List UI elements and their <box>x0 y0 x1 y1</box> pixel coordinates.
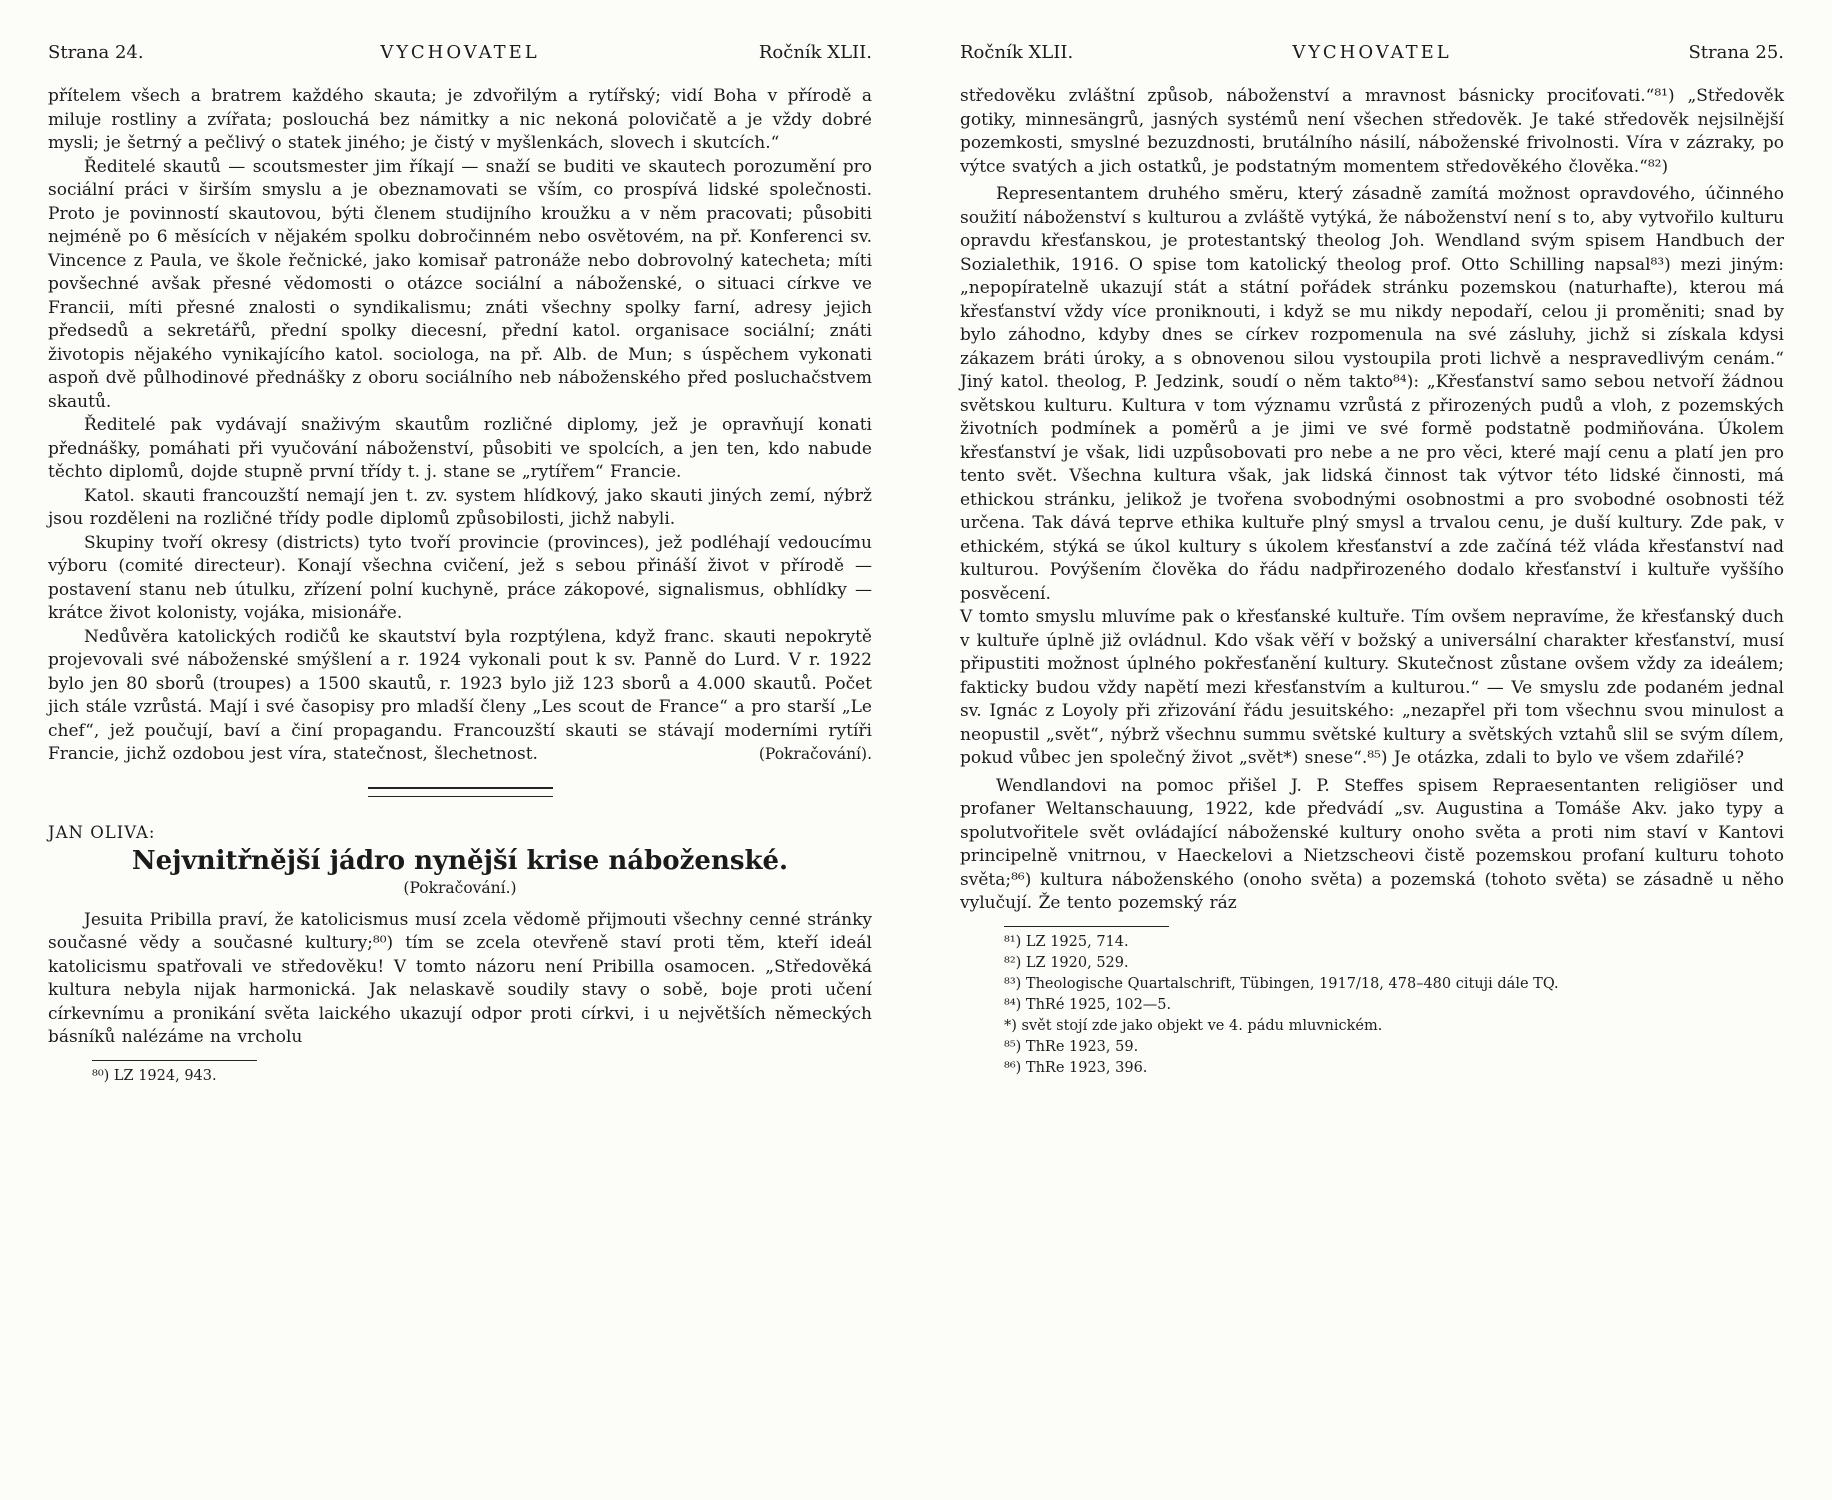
footnote-rule <box>1004 926 1169 927</box>
divider-rule-bottom <box>368 796 553 797</box>
paragraph: středověku zvláštní způsob, náboženství a mravnost básnicky prociťovati.“⁸¹) „Středověk gotiky, minnesängrů, jasných systémů není všechen středověk. Je také středověk nejsilnější pozemkosti, smyslné bezuzdnosti, brutálního násilí, náboženské frivolnosti. Víra v zázraky, po výtce svatých a jich ostatků, je podstatným momentem středověkého člověka.“⁸²) <box>960 86 1784 177</box>
footnote-list <box>1004 932 1784 1078</box>
volume-label-right: Ročník XLII. <box>960 42 1074 63</box>
volume-label-left: Ročník XLII. <box>758 42 873 63</box>
paragraph: V tomto smyslu mluvíme pak o křesťanské kultuře. Tím ovšem nepravíme, že křesťanský duch v kultuře úplně již ovládnul. Kdo však věří v božský a universální charakter křesťanství, musí připustiti možnost úplného pokřesťanění kultury. Skutečnost zůstane ovšem vždy za ideálem; fakticky budou vždy napětí mezi křesťanstvím a kulturou.“ — Ve smyslu zde podaném jednal sv. Ignác z Loyoly při zřizování řádu jesuitského: „nezapřel při tom všechnu svou minulost a neopustil „svět“, nýbrž všechnu summu světské kultury a světských vztahů slil se svým dílem, pokud vůbec jen společný život „svět*) snese“.⁸⁵) Je otázka, zdali to bylo ve všem zdařilé? <box>960 607 1784 768</box>
footnote-block-left <box>48 1060 872 1086</box>
footnote: ⁸⁰) LZ 1924, 943. <box>92 1067 217 1084</box>
paragraph: Ředitelé skautů — scoutsmester jim říkají — snaží se buditi ve skautech porozumění pro sociální práci v širším smyslu a je obeznamovati se vším, co prospívá lidské společnosti. Proto je povinností skautovou, býti členem studijního kroužku a v něm pracovati; působiti nejméně po 6 měsících v nějakém spolku dobročinném nebo osvětovém, na př. Konferenci sv. Vincence z Paula, ve škole řečnické, jako komisař patronáže nebo dobrovolný katecheta; míti povšechné avšak přesné vědomosti o otázce sociální a náboženské, o situaci církve ve Francii, míti přesné znalosti o syndikalismu; znáti všechny spolky farní, adresy jejich předsedů a sekretářů, přední spolky diecesní, přední katol. organisace sociální; znáti životopis nějakého vynikajícího katol. sociologa, na př. Alb. de Mun; s úspěchem vykonati aspoň dvě půlhodinové přednášky z oboru sociálního neb náboženského před posluchačstvem skautů. <box>48 156 872 412</box>
footnote: ⁸⁶) ThRe 1923, 396. <box>1004 1059 1148 1076</box>
footnote: ⁸³) Theologische Quartalschrift, Tübingen, 1917/18, 478–480 cituji dále TQ. <box>1004 975 1559 992</box>
footnote: ⁸²) LZ 1920, 529. <box>1004 954 1129 971</box>
paragraph: přítelem všech a bratrem každého skauta; je zdvořilým a rytířský; vidí Boha v přírodě a miluje rostliny a zvířata; poslouchá bez námitky a nic nekoná polovičatě a je vždy dobré mysli; je šetrný a pečlivý o statek jiného; je čistý v myšlenkách, slovech i skutcích.“ <box>48 86 872 153</box>
running-head-right <box>960 42 1784 63</box>
continuation-note: (Pokračování). <box>758 745 872 763</box>
footnote: ⁸⁴) ThRé 1925, 102—5. <box>1004 996 1172 1013</box>
running-head-left <box>48 42 872 63</box>
footnote: *) svět stojí zde jako objekt ve 4. pádu mluvnickém. <box>1004 1017 1383 1034</box>
page-left <box>48 42 872 1472</box>
article-title: Nejvnitřnější jádro nynější krise náboženské. <box>131 845 789 876</box>
article-continuation-label: (Pokračování.) <box>403 878 517 897</box>
footnote-block-right <box>960 926 1784 1078</box>
footnote: ⁸¹) LZ 1925, 714. <box>1004 933 1129 950</box>
journal-title-right: VYCHOVATEL <box>1292 42 1452 63</box>
paragraph-with-continuation <box>48 626 872 767</box>
section-divider <box>368 787 553 797</box>
footnote: ⁸⁵) ThRe 1923, 59. <box>1004 1038 1139 1055</box>
page-number-left: Strana 24. <box>48 42 144 63</box>
paragraph: Representantem druhého směru, který zásadně zamítá možnost opravdového, účinného soužití náboženství s kulturou a zvláště vytýká, že náboženství není s to, aby vytvořilo kulturu opravdu křesťanskou, je protestantský theolog Joh. Wendland svým spisem Handbuch der Sozialethik, 1916. O spise tom katolický theolog prof. Otto Schilling napsal⁸³) mezi jiným: „nepopíratelně ukazují stát a státní pořádek stránku pozemskou (naturhafte), kterou má křesťanství vždy více proniknouti, i když se mu nikdy nepodaří, celou ji proměniti; snad by bylo záhodno, kdyby dnes se církev rozpomenula na své zásluhy, jichž si získala kdysi zákazem bráti úroky, a s obnovenou silou vystoupila proti lichvě a nespravedlivým cenám.“ Jiný katol. theolog, P. Jedzink, soudí o něm takto⁸⁴): „Křesťanství samo sebou netvoří žádnou světskou kulturu. Kultura v tom významu vzrůstá z přirozených pudů a vloh, z pozemských životních podmínek a poměrů a je jimi ve své formě podstatně podmiňována. Úkolem křesťanství je však, lidi uzpůsobovati pro nebe a ne pro věci, které mají cenu a platí jen pro tento svět. Všechna kultura však, jak lidská činnost tak výtvor této lidské činnosti, má ethickou stránku, jelikož je tvořena svobodnými osobnostmi a pro svobodné osobnosti též určena. Tak dává teprve ethika kultuře plný smysl a trvalou cenu, je duší kultury. Zde pak, v ethickém, stýká se úkol kultury s úkolem křesťanství a zde začíná též vláda křesťanství nad kulturou. Povýšením člověka do řádu nadpřirozeného dodalo křesťanství i kultuře vyššího posvěcení. <box>960 184 1784 604</box>
paragraph: Jesuita Pribilla praví, že katolicismus musí zcela vědomě přijmouti všechny cenné stránky současné vědy a současné kultury;⁸⁰) tím se zcela otevřeně staví proti těm, kteří ideál katolicismu spatřovali ve středověku! V tomto názoru není Pribilla osamocen. „Středověká kultura nebyla nijak harmonická. Jak nelaskavě soudily stavy o sobě, boje proti učení církevnímu a pronikání světa laického ukazují odpor proti církvi, i u největších německých básníků nalézáme na vrcholu <box>48 909 872 1048</box>
article-author: JAN OLIVA: <box>48 822 156 842</box>
journal-title-left: VYCHOVATEL <box>380 42 540 63</box>
divider-rule-top <box>368 787 553 789</box>
paragraph-text: Nedůvěra katolických rodičů ke skautství byla rozptýlena, když franc. skauti nepokrytě projevovali své náboženské smýšlení a r. 1924 vykonali pout k sv. Panně do Lurd. V r. 1922 bylo jen 80 sborů (troupes) a 1500 skautů, r. 1923 bylo již 123 sborů a 4.000 skautů. Počet jich stále vzrůstá. Mají i své časopisy pro mladší členy „Les scout de France“ a pro starší „Le chef“, jež poučují, baví a činí propagandu. Francouzští skauti se stávají moderními rytíři Francie, jichž ozdobou jest víra, statečnost, šlechetnost. <box>48 626 872 764</box>
footnote-rule <box>92 1060 257 1061</box>
paragraph: Wendlandovi na pomoc přišel J. P. Steffes spisem Repraesentanten religiöser und profaner Weltanschauung, 1922, kde předvádí „sv. Augustina a Tomáše Akv. jako typy a spolutvořitele svět ovládající náboženské kultury onoho světa a proti nim staví v Kantovi principelně vnitrnou, v Haeckelovi a Nietzscheovi čistě pozemskou profaní kulturu tohoto světa;⁸⁶) kultura náboženského (onoho světa) a pozemská (tohoto světa) se zásadně u něho vylučují. Že tento pozemský ráz <box>960 775 1784 913</box>
paragraph: Katol. skauti francouzští nemají jen t. zv. system hlídkový, jako skauti jiných zemí, nýbrž jsou rozděleni na rozličné třídy podle diplomů způsobilosti, jichž nabyli. <box>48 485 872 529</box>
paragraph: Skupiny tvoří okresy (districts) tyto tvoří provincie (provinces), jež podléhají vedoucímu výboru (comité directeur). Konají všechna cvičení, jež s sebou přináší život v přírodě — postavení stanu neb útulku, zřízení polní kuchyně, práce zákopové, signalismus, obhlídky — krátce život kolonisty, vojáka, misionáře. <box>48 532 872 623</box>
page-right <box>960 42 1784 1472</box>
page-number-right: Strana 25. <box>1688 42 1785 63</box>
paragraph: Ředitelé pak vydávají snaživým skautům rozličné diplomy, jež je opravňují konati přednášky, pomáhati při vyučování náboženství, působiti ve spolcích, a jen ten, kdo nabude těchto diplomů, dojde stupně první třídy t. j. stane se „rytířem“ Francie. <box>48 415 872 482</box>
